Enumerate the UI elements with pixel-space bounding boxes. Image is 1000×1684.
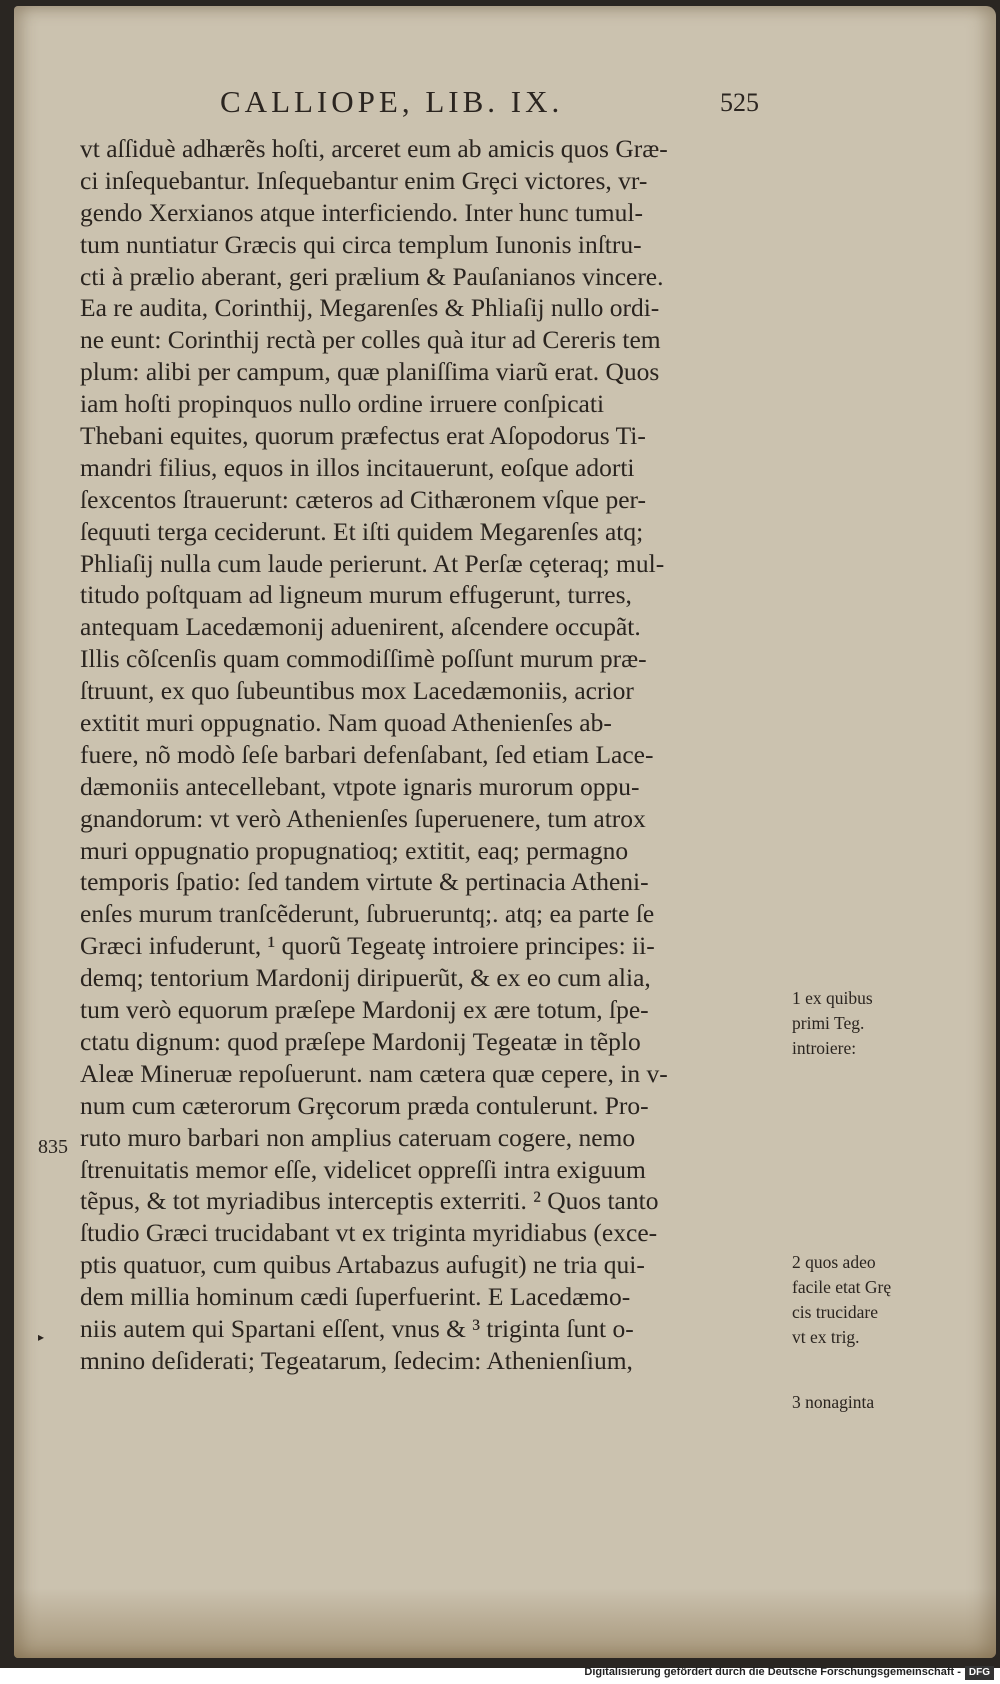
line-number: 835 bbox=[38, 1136, 68, 1158]
text-line: muri oppugnatio propugnatioq; extitit, eaq; permagno bbox=[80, 835, 629, 865]
text-line: Aleæ Mineruæ repoſuerunt. nam cætera quæ cepere, in v- bbox=[80, 1058, 668, 1088]
text-line: enſes murum tranſcẽderunt, ſubrueruntq;. atq; ea parte ſe bbox=[80, 899, 655, 929]
body-text bbox=[80, 133, 770, 1377]
text-line: gendo Xerxianos atque interficiendo. Inter hunc tumul- bbox=[80, 197, 643, 227]
text-line: mandri filius, equos in illos incitauerunt, eoſque adorti bbox=[80, 452, 635, 482]
margin-note-2 bbox=[792, 1250, 891, 1350]
footer bbox=[584, 1666, 994, 1682]
text-line: antequam Lacedæmonij aduenirent, aſcendere occupãt. bbox=[80, 612, 641, 642]
text-line: temporis ſpatio: ſed tandem virtute & pertinacia Atheni- bbox=[80, 867, 649, 897]
text-line: num cum cæterorum Grȩcorum præda contulerunt. Pro- bbox=[80, 1090, 649, 1120]
text-line: ne eunt: Corinthij rectà per colles quà itur ad Cereris tem bbox=[80, 325, 661, 355]
margin-note-line: primi Teg. bbox=[792, 1013, 865, 1033]
text-line: ctatu dignum: quod præſepe Mardonij Tegeatæ in tẽplo bbox=[80, 1026, 641, 1056]
text-line: ſtrenuitatis memor eſſe, videlicet oppreſſi intra exiguum bbox=[80, 1154, 646, 1184]
text-line: tẽpus, & tot myriadibus interceptis exterriti. ² Quos tanto bbox=[80, 1186, 659, 1216]
text-line: Græci infuderunt, ¹ quorũ Tegeatȩ introiere principes: ii- bbox=[80, 931, 655, 961]
margin-note-line: facile etat Grę bbox=[792, 1277, 892, 1297]
text-line: ſtruunt, ex quo ſubeuntibus mox Lacedæmoniis, acrior bbox=[80, 676, 634, 706]
text-line: ſtudio Græci trucidabant vt ex triginta myridiabus (exce- bbox=[80, 1218, 658, 1248]
text-line: niis autem qui Spartani eſſent, vnus & ³ triginta ſunt o- bbox=[80, 1313, 634, 1343]
margin-note-line: 2 quos adeo bbox=[792, 1252, 876, 1272]
text-line: mnino deſiderati; Tegeatarum, ſedecim: Athenienſium, bbox=[80, 1345, 633, 1375]
margin-mark-icon: ▸ bbox=[38, 1330, 45, 1344]
margin-note-line: vt ex trig. bbox=[792, 1327, 860, 1347]
text-line: ſequuti terga ceciderunt. Et iſti quidem Megarenſes atq; bbox=[80, 516, 644, 546]
margin-note-line: 1 ex quibus bbox=[792, 988, 873, 1008]
text-line: dem millia hominum cædi ſuperfuerint. E Lacedæmo- bbox=[80, 1282, 631, 1312]
text-line: iam hoſti propinquos nullo ordine irruere conſpicati bbox=[80, 389, 605, 419]
text-line: cti à prælio aberant, geri prælium & Pauſanianos vincere. bbox=[80, 261, 664, 291]
text-line: ſexcentos ſtrauerunt: cæteros ad Cithæronem vſque per- bbox=[80, 484, 646, 514]
text-line: fuere, nõ modò ſeſe barbari defenſabant, ſed etiam Lace- bbox=[80, 739, 654, 769]
text-line: plum: alibi per campum, quæ planiſſima viarũ erat. Quos bbox=[80, 357, 660, 387]
text-line: Phliaſij nulla cum laude perierunt. At Perſæ cȩteraq; mul- bbox=[80, 548, 665, 578]
text-line: vt aſſiduè adhærẽs hoſti, arceret eum ab amicis quos Græ- bbox=[80, 134, 668, 163]
page-header bbox=[0, 84, 1000, 124]
text-line: extitit muri oppugnatio. Nam quoad Athenienſes ab- bbox=[80, 708, 612, 738]
text-line: ci inſequebantur. Inſequebantur enim Grȩci victores, vr- bbox=[80, 165, 648, 195]
page-number: 525 bbox=[720, 88, 759, 117]
text-line: titudo poſtquam ad ligneum murum effugerunt, turres, bbox=[80, 580, 632, 610]
text-line: gnandorum: vt verò Athenienſes ſuperuenere, tum atrox bbox=[80, 803, 646, 833]
text-line: ruto muro barbari non amplius cateruam cogere, nemo bbox=[80, 1122, 636, 1152]
margin-note-3 bbox=[792, 1390, 874, 1415]
text-line: Illis cõſcenſis quam commodiſſimè poſſunt murum præ- bbox=[80, 644, 647, 674]
margin-note-1 bbox=[792, 986, 873, 1061]
margin-note-line: 3 nonaginta bbox=[792, 1392, 875, 1412]
text-line: Ea re audita, Corinthij, Megarenſes & Phliaſij nullo ordi- bbox=[80, 293, 660, 323]
margin-note-line: introiere: bbox=[792, 1038, 857, 1058]
running-title: CALLIOPE, LIB. IX. bbox=[220, 84, 564, 119]
text-line: tum verò equorum præſepe Mardonij ex ære totum, ſpe- bbox=[80, 995, 649, 1025]
text-line: Thebani equites, quorum præfectus erat Aſopodorus Ti- bbox=[80, 421, 646, 451]
text-line: ptis quatuor, cum quibus Artabazus aufugit) ne tria qui- bbox=[80, 1250, 645, 1280]
dfg-logo: DFG bbox=[965, 1666, 994, 1680]
text-line: dæmoniis antecellebant, vtpote ignaris murorum oppu- bbox=[80, 771, 640, 801]
margin-note-line: cis trucidare bbox=[792, 1302, 878, 1322]
text-line: tum nuntiatur Græcis qui circa templum Iunonis inſtru- bbox=[80, 229, 642, 259]
text-line: demq; tentorium Mardonij diripuerũt, & ex eo cum alia, bbox=[80, 963, 651, 993]
footer-text: Digitalisierung gefördert durch die Deutsche Forschungsgemeinschaft - bbox=[584, 1666, 961, 1678]
